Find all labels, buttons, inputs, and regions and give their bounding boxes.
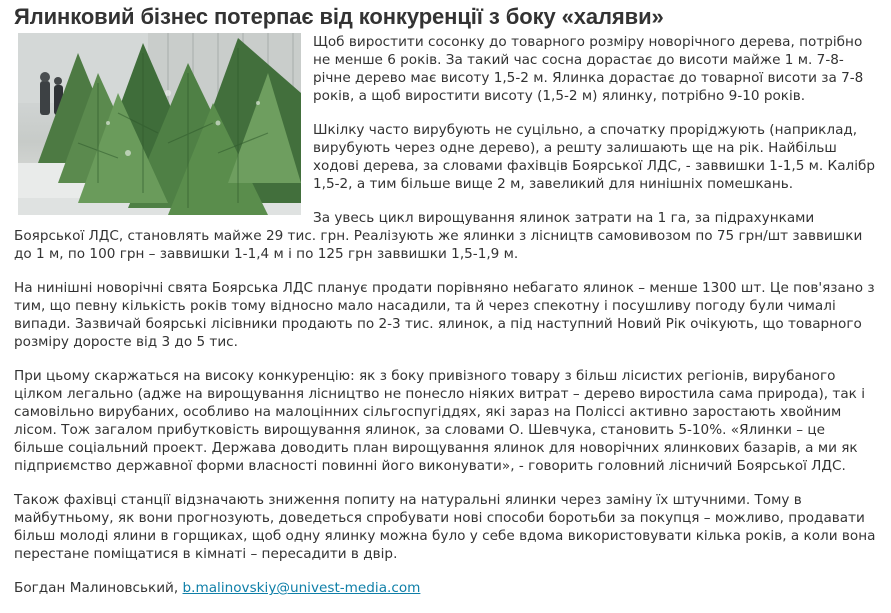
article-paragraph-4: На нинішні новорічні свята Боярська ЛДС планує продати порівняно небагато ялинок – менше 1300 шт. Це пов'язано з тим, що певну кількість років тому відносно мало насадили, та й через спекотну і посушливу погоду були чималі випади. Зазвичай боярські лісівники продають по 2-3 тис. ялинок, а під наступний Новий Рік очікують, що товарного розміру доросте від 3 до 5 тис. [14, 280, 875, 350]
author-email-link[interactable]: b.malinovskiy@univest-media.com [182, 580, 421, 596]
christmas-trees-photo-svg [18, 33, 301, 215]
article-paragraph-3: За увесь цикл вирощування ялинок затрати на 1 га, за підрахунками Боярської ЛДС, становлять майже 29 тис. грн. Реалізують же ялинки з лісництв самовивозом по 75 грн/шт заввишки до 1 м, по 100 грн – заввишки 1-1,4 м і по 125 грн заввишки 1,5-1,9 м. [14, 210, 863, 262]
article-paragraph-1: Щоб виростити сосонку до товарного розміру новорічного дерева, потрібно не менше 6 років. За такий час сосна дорастає до висоти майже 1 м. 7-8-річне дерево має висоту 1,5-2 м. Ялинка дорастає до товарної висоти за 7-8 років, а щоб виростити висоту (1,5-2 м) ялинку, потрібно 9-10 років. [313, 34, 864, 104]
article-paragraph-6: Також фахівці станції відзначають зниження попиту на натуральні ялинки через заміну їх штучними. Тому в майбутньому, як вони прогнозують, доведеться спробувати нові способи боротьби за покупця – можливо, продавати більш молоді ялини в горщиках, щоб одну ялинку можна було у себе вдома використовувати кілька років, а коли вона перестане поміщатися в кімнаті – пересадити в двір. [14, 492, 876, 562]
author-line [14, 579, 876, 597]
article-paragraph-2: Шкілку часто вирубують не суцільно, а спочатку проріджують (наприклад, вирубують через одне дерево), а решту залишають ще на рік. Найбільш ходові дерева, за словами фахівців Боярської ЛДС, - заввишки 1-1,5 м. Калібр 1,5-2, а тим більше вище 2 м, завеликий для нинішніх помешкань. [313, 122, 876, 192]
article-paragraph-5: При цьому скаржаться на високу конкуренцію: як з боку привізного товару з більш лісистих регіонів, вирубаного цілком легально (адже на вирощування лісництво не понесло ніяких витрат – дерево виростила сама природа), так і самовільно вирубаних, особливо на малоцінних сільгоспугіддях, які зараз на Поліссі активно заростають хвойним лісом. Тож загалом прибутковість вирощування ялинок, за словами О. Шевчука, становить 5-10%. «Ялинки – це більше соціальний проект. Держава доводить план вирощування ялинок для новорічних ялинкових базарів, а ми як підприємство державної форми власності повинні його виконувати», - говорить головний лісничий Боярської ЛДС. [14, 368, 865, 474]
article-title: Ялинковий бізнес потерпає від конкуренції з боку «халяви» [14, 4, 664, 29]
christmas-trees-photo [18, 33, 301, 215]
article [14, 0, 876, 613]
author-name: Богдан Малиновський, [14, 580, 183, 596]
